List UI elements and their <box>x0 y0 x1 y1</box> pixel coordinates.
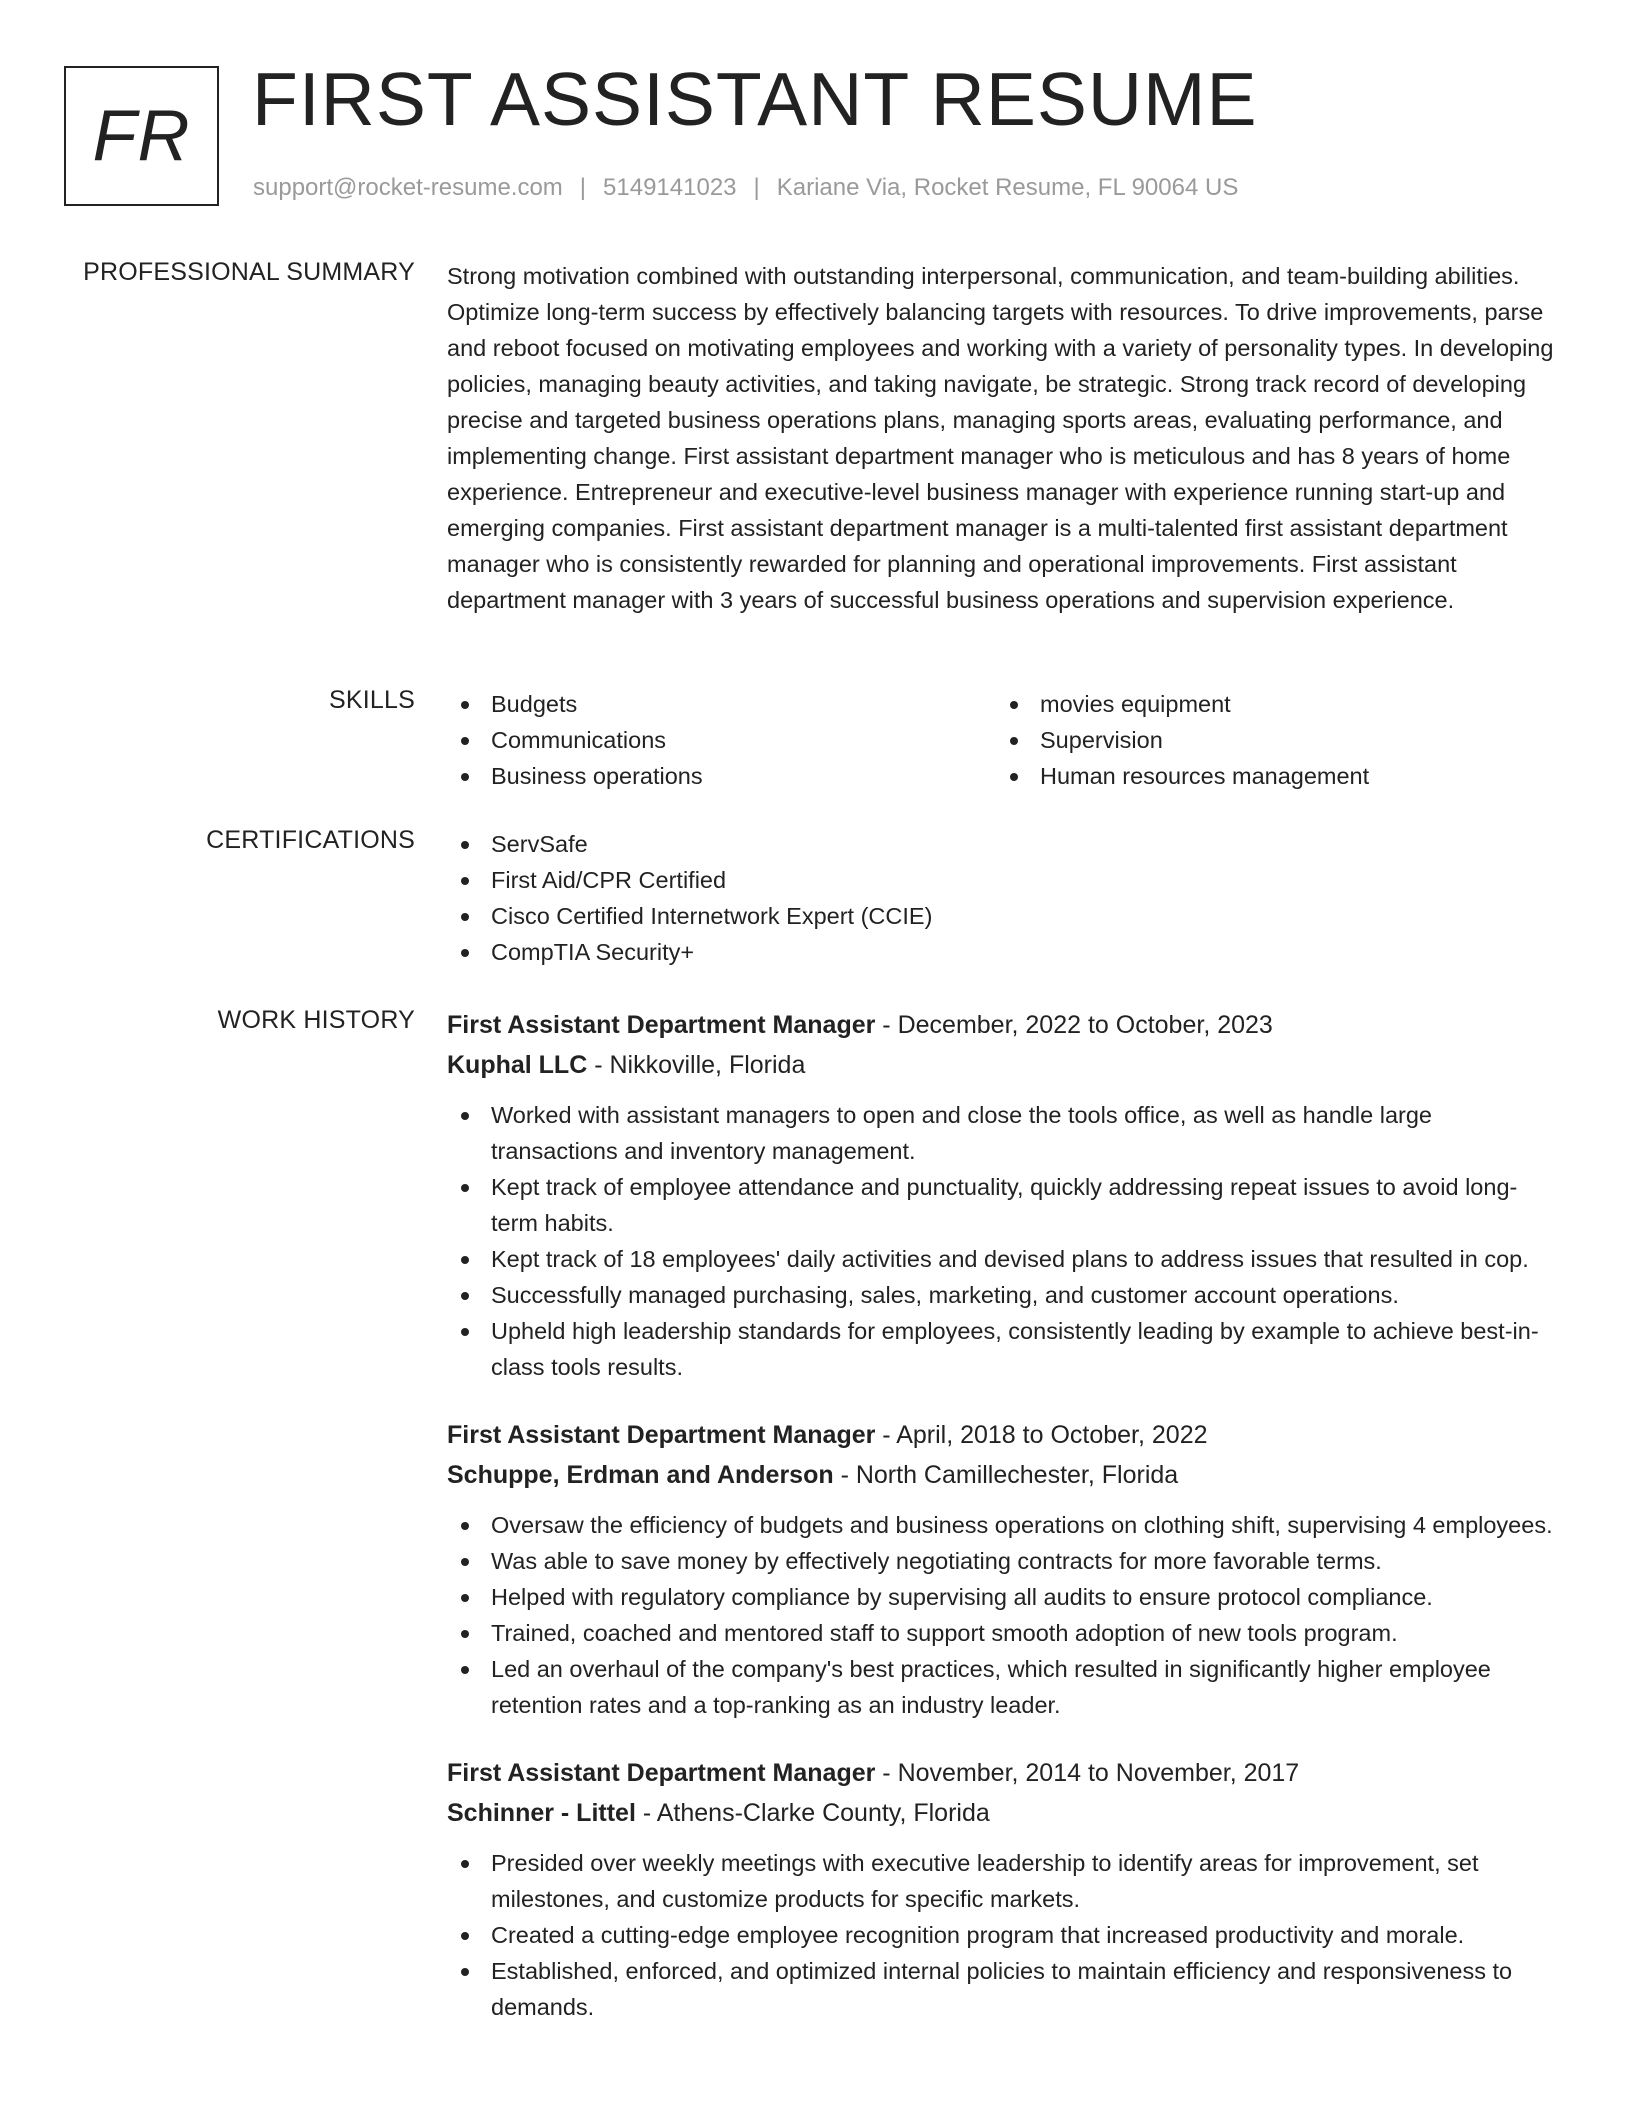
certification-item: First Aid/CPR Certified <box>447 862 1557 898</box>
skill-item: Human resources management <box>996 758 1545 794</box>
skills-list-left <box>447 686 996 794</box>
job-entry <box>447 1753 1557 2025</box>
job-bullet: Oversaw the efficiency of budgets and business operations on clothing shift, supervising 4 employees. <box>447 1507 1557 1543</box>
job-title-line <box>447 1753 1557 1793</box>
job-company: Schuppe, Erdman and Anderson <box>447 1461 834 1489</box>
job-company-line <box>447 1793 1557 1833</box>
job-company-line <box>447 1045 1557 1085</box>
skill-item: Supervision <box>996 722 1545 758</box>
section-label-skills: SKILLS <box>329 686 415 714</box>
job-dates: - April, 2018 to October, 2022 <box>875 1421 1208 1449</box>
certification-item: CompTIA Security+ <box>447 934 1557 970</box>
job-bullet: Created a cutting-edge employee recognition program that increased productivity and morale. <box>447 1917 1557 1953</box>
job-bullet: Led an overhaul of the company's best practices, which resulted in significantly higher employee retention rates and a top-ranking as an industry leader. <box>447 1651 1557 1723</box>
job-bullet: Was able to save money by effectively negotiating contracts for more favorable terms. <box>447 1543 1557 1579</box>
job-bullets <box>447 1845 1557 2025</box>
skill-item: movies equipment <box>996 686 1545 722</box>
job-dates: - November, 2014 to November, 2017 <box>875 1759 1300 1787</box>
job-location: - Nikkoville, Florida <box>587 1051 806 1079</box>
monogram-logo: FR <box>64 66 219 206</box>
contact-separator: | <box>579 174 587 201</box>
job-bullets <box>447 1097 1557 1385</box>
job-bullet: Kept track of employee attendance and punctuality, quickly addressing repeat issues to avoid long-term habits. <box>447 1169 1557 1241</box>
skill-item: Business operations <box>447 758 996 794</box>
job-bullet: Upheld high leadership standards for employees, consistently leading by example to achieve best-in-class tools results. <box>447 1313 1557 1385</box>
summary-text: Strong motivation combined with outstanding interpersonal, communication, and team-building abilities. Optimize long-term success by effectively balancing targets with resources. To drive improvements, parse and reboot focused on motivating employees and working with a variety of personality types. In developing policies, managing beauty activities, and taking navigate, be strategic. Strong track record of developing precise and targeted business operations plans, managing sports areas, evaluating performance, and implementing change. First assistant department manager who is meticulous and has 8 years of home experience. Entrepreneur and executive-level business manager with experience running start-up and emerging companies. First assistant department manager is a multi-talented first assistant department manager who is consistently rewarded for planning and operational improvements. First assistant department manager with 3 years of successful business operations and supervision experience. <box>447 263 1554 613</box>
section-label-work-history: WORK HISTORY <box>217 1006 415 1034</box>
certifications-list <box>447 826 1557 970</box>
job-location: - North Camillechester, Florida <box>833 1461 1179 1489</box>
section-label-certifications: CERTIFICATIONS <box>206 826 415 854</box>
contact-phone[interactable]: 5149141023 <box>603 174 737 201</box>
resume-title: FIRST ASSISTANT RESUME <box>252 57 1258 141</box>
contact-separator: | <box>753 174 760 201</box>
certification-item: Cisco Certified Internetwork Expert (CCIE) <box>447 898 1557 934</box>
job-bullet: Successfully managed purchasing, sales, marketing, and customer account operations. <box>447 1277 1557 1313</box>
job-location: - Athens-Clarke County, Florida <box>635 1799 990 1827</box>
certification-item: ServSafe <box>447 826 1557 862</box>
job-bullet: Worked with assistant managers to open and close the tools office, as well as handle large transactions and inventory management. <box>447 1097 1557 1169</box>
contact-line <box>253 174 1238 202</box>
job-bullet: Kept track of 18 employees' daily activities and devised plans to address issues that resulted in cop. <box>447 1241 1557 1277</box>
job-title: First Assistant Department Manager <box>447 1011 876 1039</box>
job-entry <box>447 1415 1557 1723</box>
job-bullet: Helped with regulatory compliance by supervising all audits to ensure protocol compliance. <box>447 1579 1557 1615</box>
job-bullet: Presided over weekly meetings with executive leadership to identify areas for improvement, set milestones, and customize products for specific markets. <box>447 1845 1557 1917</box>
job-company: Kuphal LLC <box>447 1051 588 1079</box>
job-bullet: Trained, coached and mentored staff to support smooth adoption of new tools program. <box>447 1615 1557 1651</box>
job-title: First Assistant Department Manager <box>447 1759 876 1787</box>
job-bullets <box>447 1507 1557 1723</box>
contact-address: Kariane Via, Rocket Resume, FL 90064 US <box>776 174 1239 201</box>
job-entry <box>447 1005 1557 1385</box>
skills-list-right <box>996 686 1545 794</box>
job-bullet: Established, enforced, and optimized internal policies to maintain efficiency and responsiveness to demands. <box>447 1953 1557 2025</box>
skill-item: Communications <box>447 722 996 758</box>
skill-item: Budgets <box>447 686 996 722</box>
contact-email[interactable]: support@rocket-resume.com <box>253 174 563 201</box>
job-title: First Assistant Department Manager <box>447 1421 876 1449</box>
job-dates: - December, 2022 to October, 2023 <box>875 1011 1273 1039</box>
job-company-line <box>447 1455 1557 1495</box>
job-company: Schinner - Littel <box>447 1799 636 1827</box>
job-title-line <box>447 1005 1557 1045</box>
job-title-line <box>447 1415 1557 1455</box>
section-label-summary: PROFESSIONAL SUMMARY <box>83 258 415 286</box>
